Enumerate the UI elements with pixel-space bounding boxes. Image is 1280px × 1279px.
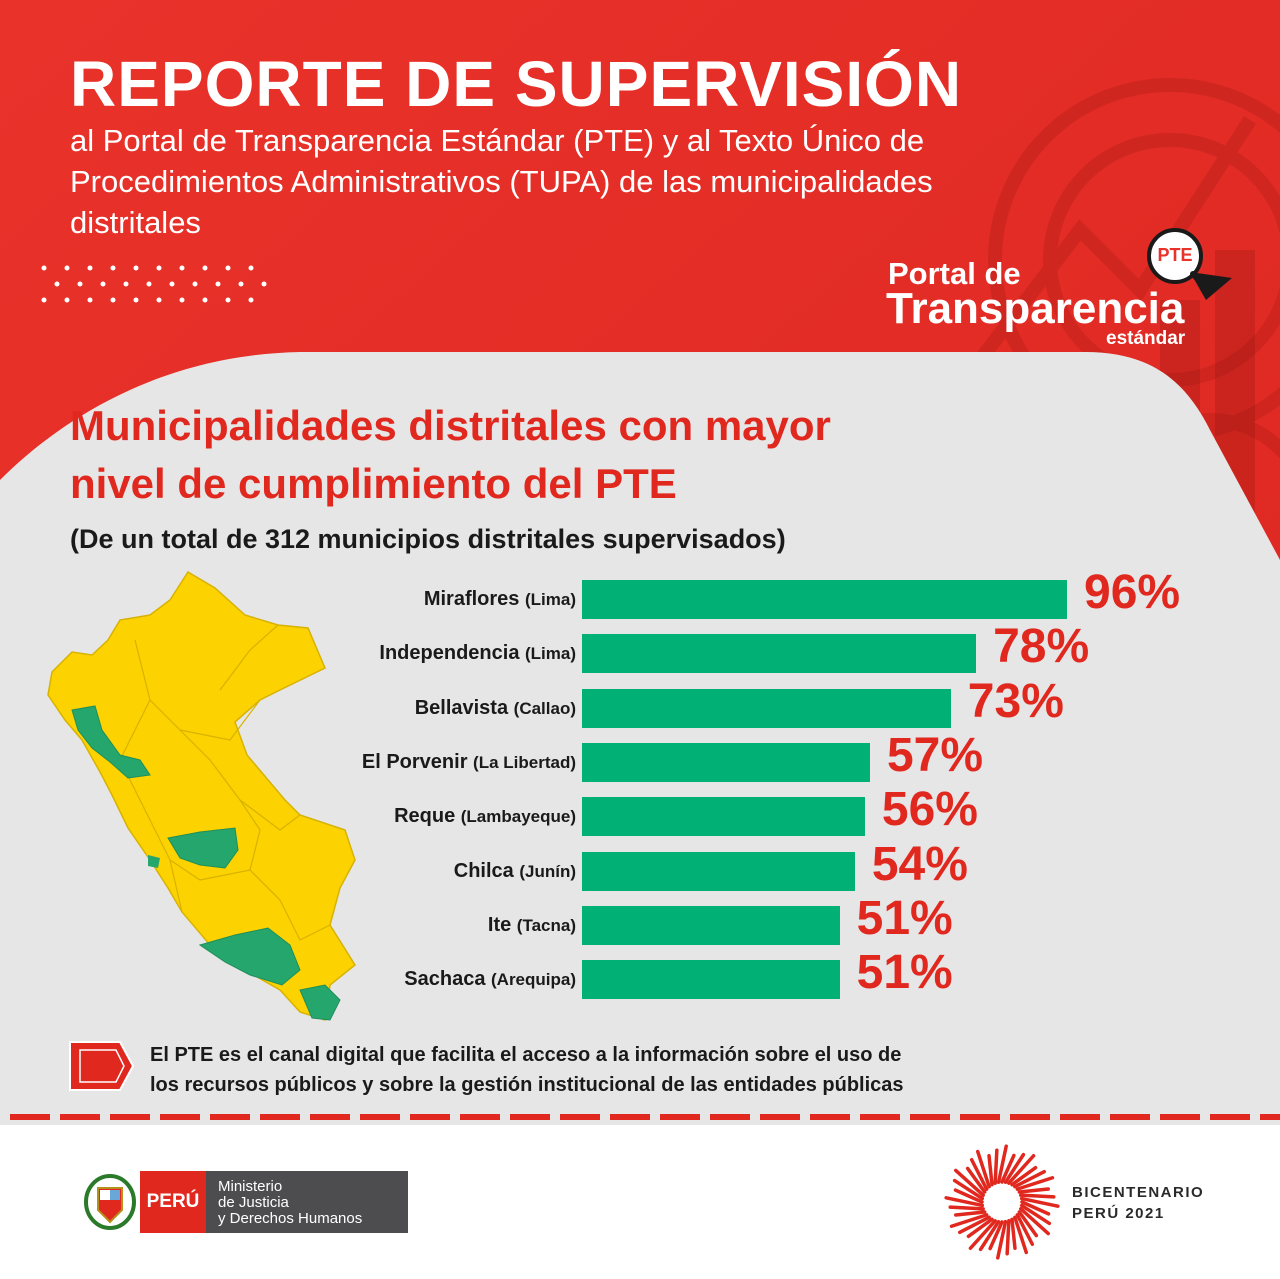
bar: [582, 960, 840, 999]
bicentenario-line2: PERÚ 2021: [1072, 1205, 1165, 1222]
category-label: [454, 859, 576, 884]
value-label: 51%: [856, 891, 953, 945]
chart-subtitle: (De un total de 312 municipios distritales supervisados): [70, 524, 786, 554]
category-name: Reque: [394, 805, 456, 828]
category-region: (Tacna): [516, 915, 576, 935]
bar: [582, 634, 976, 673]
value-label: 96%: [1084, 566, 1181, 619]
category-region: (La Libertad): [473, 752, 576, 772]
category-label: [404, 967, 576, 992]
category-label: [394, 804, 576, 829]
value-label: 78%: [993, 620, 1090, 674]
category-name: Bellavista: [414, 696, 509, 719]
category-name: Sachaca: [404, 968, 486, 991]
report-subtitle-line1: al Portal de Transparencia Estándar (PTE) y al Texto Único de: [70, 123, 925, 158]
pte-logo-line3: estándar: [1106, 328, 1186, 349]
value-label: 51%: [856, 946, 953, 1000]
category-region: (Lima): [525, 644, 576, 664]
report-subtitle-line2: Procedimientos Administrativos (TUPA) de las municipalidades: [70, 164, 933, 199]
category-label: [362, 750, 576, 775]
category-label: [424, 587, 576, 612]
bar: [582, 797, 865, 836]
ministry-name: Ministerio de Justicia y Derechos Humanos: [206, 1171, 408, 1233]
ministry-country-label: PERÚ: [140, 1171, 206, 1233]
category-label: [415, 696, 576, 721]
value-label: 57%: [886, 728, 984, 782]
bicentenario-line1: BICENTENARIO: [1072, 1184, 1205, 1201]
value-label: 73%: [967, 674, 1064, 728]
category-region: (Lambayeque): [460, 807, 576, 827]
category-label: [488, 913, 576, 938]
pte-logo-line2: Transparencia: [886, 284, 1185, 333]
category-region: (Arequipa): [491, 970, 576, 990]
value-label: 56%: [881, 783, 978, 837]
category-name: El Porvenir: [361, 750, 468, 773]
pte-logo-line1: Portal de: [888, 256, 1021, 291]
pte-logo-badge: PTE: [1157, 245, 1193, 265]
bar: [582, 580, 1067, 619]
category-name: Chilca: [453, 859, 514, 882]
report-subtitle-line3: distritales: [70, 205, 201, 240]
chart-title-line2: nivel de cumplimiento del PTE: [70, 460, 677, 507]
bar: [582, 906, 840, 945]
note-line1: El PTE es el canal digital que facilita el acceso a la información sobre el uso de: [150, 1044, 902, 1066]
category-name: Ite: [487, 913, 512, 936]
category-name: Independencia: [379, 642, 520, 665]
category-region: (Lima): [525, 590, 576, 609]
category-region: (Junín): [519, 861, 576, 881]
category-name: Miraflores: [423, 588, 520, 610]
bar: [582, 743, 870, 782]
chart-title: Municipalidades distritales con mayor: [70, 402, 831, 449]
value-label: 54%: [871, 837, 968, 891]
category-region: (Callao): [513, 698, 576, 718]
category-label: [379, 641, 576, 666]
report-title: REPORTE DE SUPERVISIÓN: [70, 48, 963, 120]
note-line2: los recursos públicos y sobre la gestión institucional de las entidades públicas: [150, 1074, 904, 1096]
bar: [582, 852, 855, 891]
bar: [582, 689, 951, 728]
